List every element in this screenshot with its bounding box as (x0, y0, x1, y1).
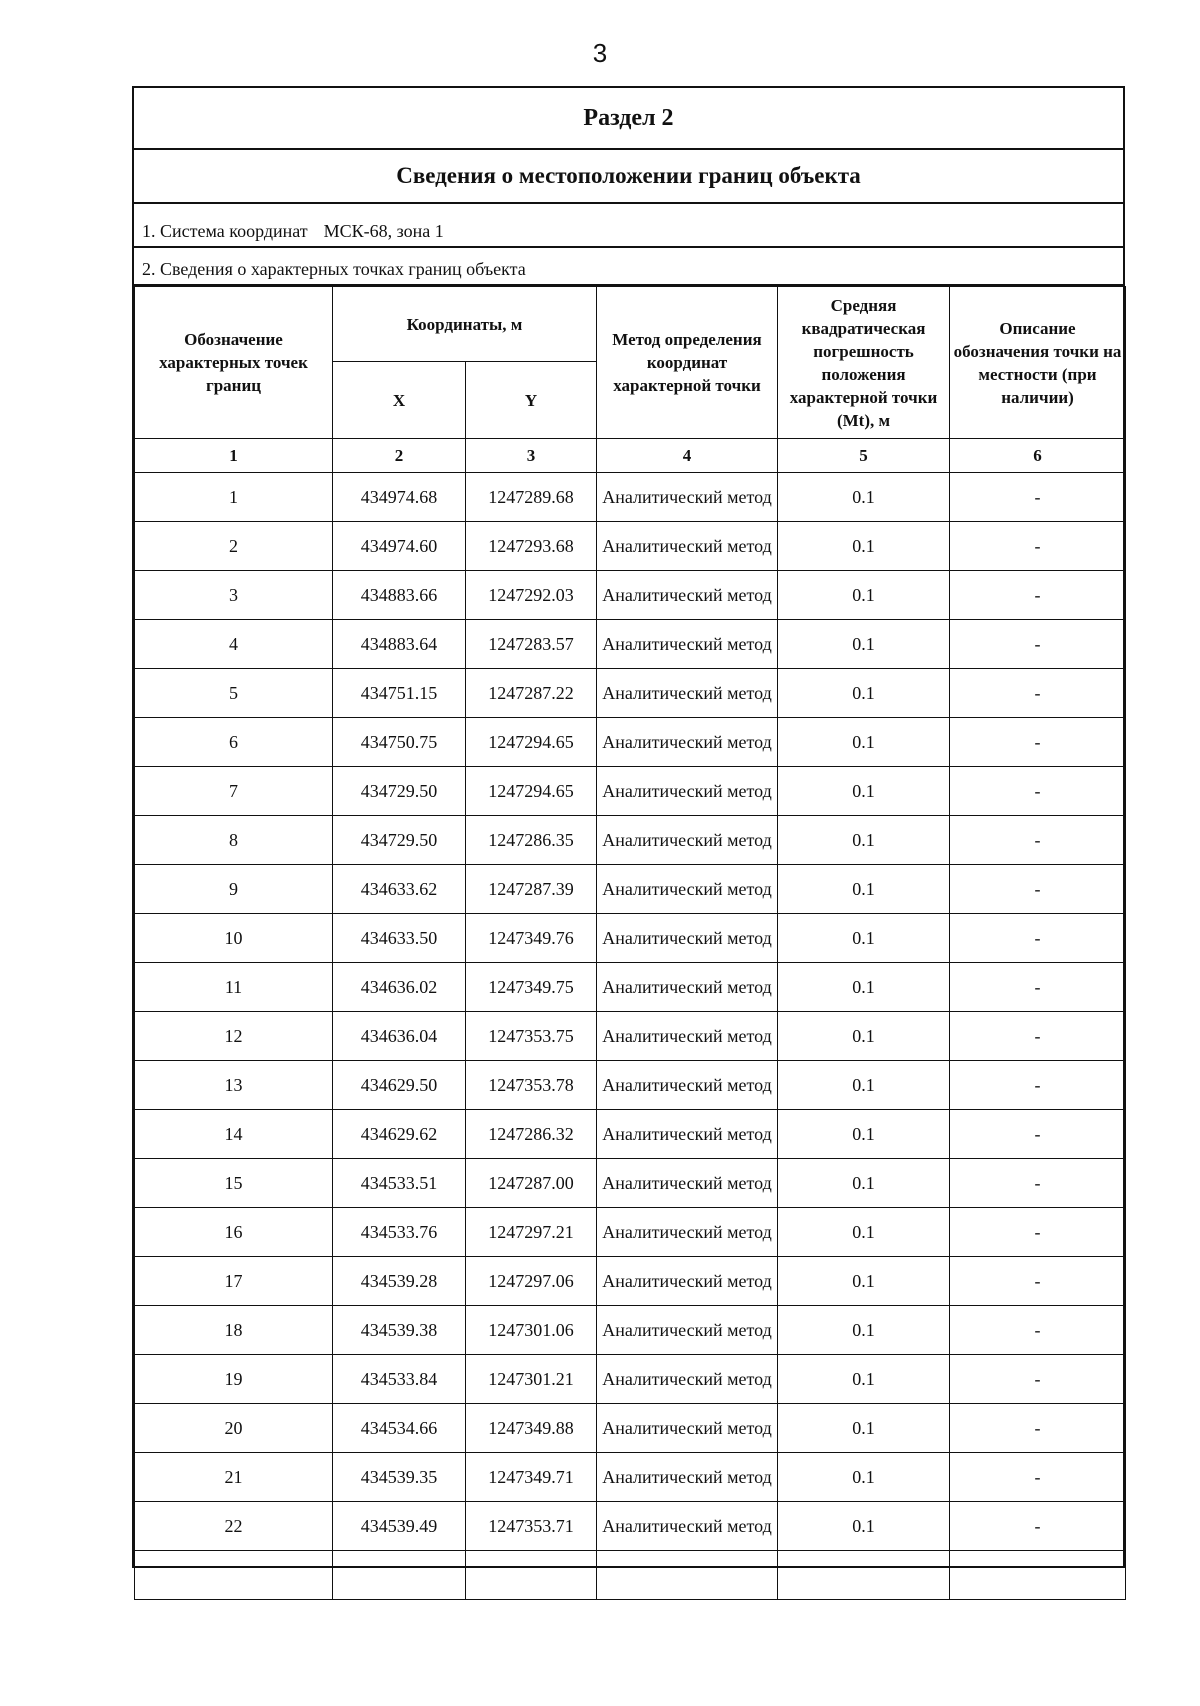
method-cell: Аналитический метод (597, 1257, 778, 1306)
method-cell: Аналитический метод (597, 1355, 778, 1404)
table-row (135, 1159, 1126, 1208)
description-cell: - (950, 1110, 1126, 1159)
header-coordinates: Координаты, м (333, 287, 597, 362)
table-row (135, 1502, 1126, 1551)
description-cell: - (950, 1208, 1126, 1257)
y-coordinate-cell: 1247297.21 (466, 1208, 597, 1257)
point-number-cell: 11 (135, 963, 333, 1012)
y-coordinate-cell: 1247293.68 (466, 522, 597, 571)
y-coordinate-cell: 1247289.68 (466, 473, 597, 522)
header-method: Метод определения координат характерной точки (597, 287, 778, 439)
method-cell: Аналитический метод (597, 914, 778, 963)
method-cell: Аналитический метод (597, 1110, 778, 1159)
x-coordinate-cell: 434729.50 (333, 816, 466, 865)
x-coordinate-cell: 434539.49 (333, 1502, 466, 1551)
method-cell: Аналитический метод (597, 816, 778, 865)
table-row (135, 963, 1126, 1012)
point-number-cell: 9 (135, 865, 333, 914)
error-value-cell: 0.1 (778, 914, 950, 963)
page-number: 3 (592, 38, 608, 68)
description-cell: - (950, 1159, 1126, 1208)
point-number-cell: 10 (135, 914, 333, 963)
point-number-cell: 1 (135, 473, 333, 522)
error-value-cell: 0.1 (778, 1159, 950, 1208)
method-cell: Аналитический метод (597, 1404, 778, 1453)
table-row (135, 767, 1126, 816)
coordinate-system-line (134, 204, 1123, 248)
table-row (135, 914, 1126, 963)
column-number: 2 (333, 439, 466, 473)
table-row (135, 1355, 1126, 1404)
x-coordinate-cell: 434533.51 (333, 1159, 466, 1208)
section-subtitle: Сведения о местоположении границ объекта (134, 150, 1123, 204)
x-coordinate-cell: 434883.64 (333, 620, 466, 669)
y-coordinate-cell: 1247349.75 (466, 963, 597, 1012)
description-cell: - (950, 473, 1126, 522)
error-value-cell: 0.1 (778, 718, 950, 767)
table-row (135, 1453, 1126, 1502)
table-row (135, 1257, 1126, 1306)
x-coordinate-cell: 434883.66 (333, 571, 466, 620)
x-coordinate-cell: 434539.28 (333, 1257, 466, 1306)
table-row (135, 1208, 1126, 1257)
method-cell: Аналитический метод (597, 1502, 778, 1551)
table-row (135, 473, 1126, 522)
y-coordinate-cell: 1247349.71 (466, 1453, 597, 1502)
x-coordinate-cell: 434534.66 (333, 1404, 466, 1453)
error-value-cell: 0.1 (778, 473, 950, 522)
description-cell: - (950, 1502, 1126, 1551)
column-number: 6 (950, 439, 1126, 473)
y-coordinate-cell: 1247294.65 (466, 718, 597, 767)
description-cell: - (950, 963, 1126, 1012)
point-number-cell: 12 (135, 1012, 333, 1061)
y-coordinate-cell: 1247287.22 (466, 669, 597, 718)
x-coordinate-cell: 434629.62 (333, 1110, 466, 1159)
table-row (135, 571, 1126, 620)
error-value-cell: 0.1 (778, 767, 950, 816)
error-value-cell: 0.1 (778, 1453, 950, 1502)
y-coordinate-cell: 1247297.06 (466, 1257, 597, 1306)
method-cell: Аналитический метод (597, 767, 778, 816)
method-cell: Аналитический метод (597, 522, 778, 571)
table-row (135, 1110, 1126, 1159)
x-coordinate-cell: 434539.35 (333, 1453, 466, 1502)
point-number-cell: 20 (135, 1404, 333, 1453)
section-sheet (132, 86, 1125, 1568)
method-cell: Аналитический метод (597, 963, 778, 1012)
y-coordinate-cell: 1247294.65 (466, 767, 597, 816)
error-value-cell: 0.1 (778, 1012, 950, 1061)
description-cell: - (950, 1061, 1126, 1110)
error-value-cell: 0.1 (778, 1257, 950, 1306)
description-cell: - (950, 1404, 1126, 1453)
x-coordinate-cell: 434974.60 (333, 522, 466, 571)
point-number-cell: 6 (135, 718, 333, 767)
x-coordinate-cell: 434729.50 (333, 767, 466, 816)
points-table-body (135, 473, 1126, 1551)
error-value-cell: 0.1 (778, 669, 950, 718)
boundary-points-table (134, 286, 1126, 1600)
table-row (135, 1061, 1126, 1110)
description-cell: - (950, 865, 1126, 914)
point-number-cell: 7 (135, 767, 333, 816)
error-value-cell: 0.1 (778, 1355, 950, 1404)
error-value-cell: 0.1 (778, 1208, 950, 1257)
method-cell: Аналитический метод (597, 1306, 778, 1355)
point-number-cell: 13 (135, 1061, 333, 1110)
y-coordinate-cell: 1247353.78 (466, 1061, 597, 1110)
coordinate-system-value: МСК-68, зона 1 (323, 221, 444, 241)
header-y: Y (466, 362, 597, 439)
empty-row (135, 1551, 1126, 1600)
x-coordinate-cell: 434629.50 (333, 1061, 466, 1110)
point-number-cell: 4 (135, 620, 333, 669)
point-number-cell: 16 (135, 1208, 333, 1257)
table-row (135, 1306, 1126, 1355)
y-coordinate-cell: 1247349.76 (466, 914, 597, 963)
header-designation: Обозначение характерных точек границ (135, 287, 333, 439)
error-value-cell: 0.1 (778, 1502, 950, 1551)
point-number-cell: 2 (135, 522, 333, 571)
error-value-cell: 0.1 (778, 865, 950, 914)
description-cell: - (950, 1306, 1126, 1355)
table-row (135, 1012, 1126, 1061)
point-number-cell: 5 (135, 669, 333, 718)
column-number: 3 (466, 439, 597, 473)
method-cell: Аналитический метод (597, 1159, 778, 1208)
x-coordinate-cell: 434633.50 (333, 914, 466, 963)
description-cell: - (950, 1355, 1126, 1404)
point-number-cell: 22 (135, 1502, 333, 1551)
x-coordinate-cell: 434974.68 (333, 473, 466, 522)
point-number-cell: 14 (135, 1110, 333, 1159)
error-value-cell: 0.1 (778, 1061, 950, 1110)
y-coordinate-cell: 1247349.88 (466, 1404, 597, 1453)
description-cell: - (950, 571, 1126, 620)
table-row (135, 816, 1126, 865)
error-value-cell: 0.1 (778, 1404, 950, 1453)
y-coordinate-cell: 1247301.06 (466, 1306, 597, 1355)
point-number-cell: 3 (135, 571, 333, 620)
error-value-cell: 0.1 (778, 620, 950, 669)
table-row (135, 669, 1126, 718)
table-row (135, 865, 1126, 914)
error-value-cell: 0.1 (778, 1306, 950, 1355)
x-coordinate-cell: 434751.15 (333, 669, 466, 718)
point-number-cell: 8 (135, 816, 333, 865)
method-cell: Аналитический метод (597, 571, 778, 620)
method-cell: Аналитический метод (597, 718, 778, 767)
description-cell: - (950, 718, 1126, 767)
point-number-cell: 15 (135, 1159, 333, 1208)
error-value-cell: 0.1 (778, 816, 950, 865)
error-value-cell: 0.1 (778, 1110, 950, 1159)
description-cell: - (950, 1257, 1126, 1306)
table-row (135, 620, 1126, 669)
method-cell: Аналитический метод (597, 1208, 778, 1257)
header-x: X (333, 362, 466, 439)
y-coordinate-cell: 1247353.71 (466, 1502, 597, 1551)
y-coordinate-cell: 1247283.57 (466, 620, 597, 669)
x-coordinate-cell: 434750.75 (333, 718, 466, 767)
header-error: Средняя квадратическая погрешность положения характерной точки (Mt), м (778, 287, 950, 439)
points-heading: 2. Сведения о характерных точках границ объекта (134, 248, 1123, 286)
table-row (135, 1404, 1126, 1453)
method-cell: Аналитический метод (597, 865, 778, 914)
y-coordinate-cell: 1247353.75 (466, 1012, 597, 1061)
method-cell: Аналитический метод (597, 669, 778, 718)
y-coordinate-cell: 1247301.21 (466, 1355, 597, 1404)
description-cell: - (950, 816, 1126, 865)
point-number-cell: 18 (135, 1306, 333, 1355)
point-number-cell: 17 (135, 1257, 333, 1306)
error-value-cell: 0.1 (778, 522, 950, 571)
column-number: 4 (597, 439, 778, 473)
method-cell: Аналитический метод (597, 1061, 778, 1110)
y-coordinate-cell: 1247287.00 (466, 1159, 597, 1208)
description-cell: - (950, 1453, 1126, 1502)
x-coordinate-cell: 434533.76 (333, 1208, 466, 1257)
error-value-cell: 0.1 (778, 963, 950, 1012)
x-coordinate-cell: 434633.62 (333, 865, 466, 914)
description-cell: - (950, 669, 1126, 718)
section-title: Раздел 2 (134, 88, 1123, 150)
x-coordinate-cell: 434636.02 (333, 963, 466, 1012)
method-cell: Аналитический метод (597, 473, 778, 522)
header-description: Описание обозначения точки на местности (при наличии) (950, 287, 1126, 439)
error-value-cell: 0.1 (778, 571, 950, 620)
y-coordinate-cell: 1247292.03 (466, 571, 597, 620)
y-coordinate-cell: 1247286.35 (466, 816, 597, 865)
x-coordinate-cell: 434533.84 (333, 1355, 466, 1404)
coordinate-system-label: 1. Система координат (142, 221, 308, 241)
y-coordinate-cell: 1247286.32 (466, 1110, 597, 1159)
method-cell: Аналитический метод (597, 620, 778, 669)
method-cell: Аналитический метод (597, 1453, 778, 1502)
column-number: 1 (135, 439, 333, 473)
column-number: 5 (778, 439, 950, 473)
table-row (135, 522, 1126, 571)
y-coordinate-cell: 1247287.39 (466, 865, 597, 914)
point-number-cell: 21 (135, 1453, 333, 1502)
table-row (135, 718, 1126, 767)
method-cell: Аналитический метод (597, 1012, 778, 1061)
description-cell: - (950, 620, 1126, 669)
description-cell: - (950, 767, 1126, 816)
description-cell: - (950, 522, 1126, 571)
description-cell: - (950, 914, 1126, 963)
description-cell: - (950, 1012, 1126, 1061)
x-coordinate-cell: 434636.04 (333, 1012, 466, 1061)
x-coordinate-cell: 434539.38 (333, 1306, 466, 1355)
point-number-cell: 19 (135, 1355, 333, 1404)
